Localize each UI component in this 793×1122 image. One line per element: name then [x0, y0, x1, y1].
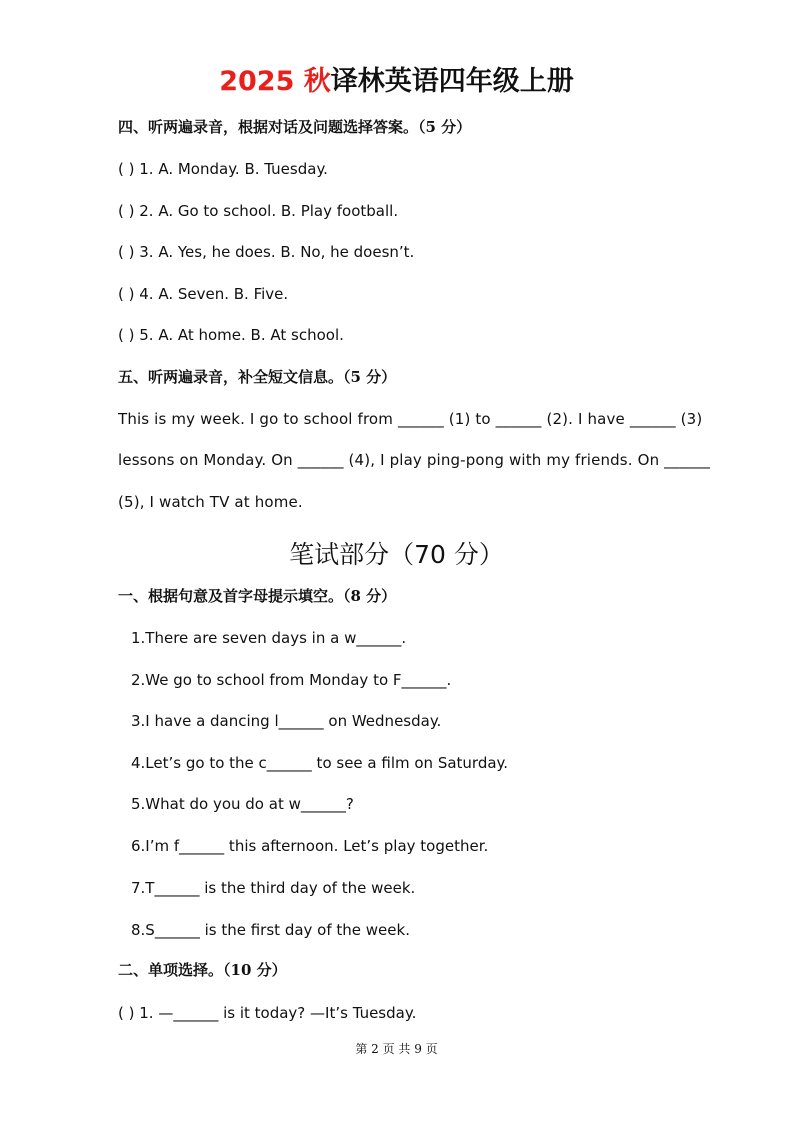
fill-item: 6.I’m f______ this afternoon. Let’s play together.: [131, 837, 489, 855]
fill-item: 7.T______ is the third day of the week.: [131, 879, 416, 897]
part1-heading: 一、根据句意及首字母提示填空。（8 分）: [118, 587, 397, 605]
fill-item: 5.What do you do at w______?: [131, 795, 354, 813]
question-item: ( ) 5. A. At home. B. At school.: [118, 326, 344, 344]
fill-item: 4.Let’s go to the c______ to see a film on Saturday.: [131, 754, 509, 772]
question-item: ( ) 2. A. Go to school. B. Play football.: [118, 202, 399, 220]
part2-heading: 二、单项选择。（10 分）: [118, 961, 287, 979]
question-item: ( ) 3. A. Yes, he does. B. No, he doesn’t.: [118, 243, 415, 261]
fill-item: 2.We go to school from Monday to F______.: [131, 671, 452, 689]
written-part-heading: 笔试部分（70 分）: [289, 540, 504, 569]
fill-item: 3.I have a dancing l______ on Wednesday.: [131, 712, 442, 730]
passage-line: (5), I watch TV at home.: [118, 493, 303, 511]
page-title: [0, 62, 793, 102]
passage-line: This is my week. I go to school from ______ (1) to ______ (2). I have ______ (3): [118, 410, 703, 428]
section4-heading: 四、听两遍录音，根据对话及问题选择答案。（5 分）: [118, 118, 472, 136]
question-item: ( ) 4. A. Seven. B. Five.: [118, 285, 289, 303]
question-item: ( ) 1. —______ is it today? —It’s Tuesday.: [118, 1004, 417, 1022]
fill-item: 8.S______ is the first day of the week.: [131, 921, 410, 939]
section5-heading: 五、听两遍录音，补全短文信息。（5 分）: [118, 368, 397, 386]
page-footer: 第 2 页 共 9 页: [355, 1042, 438, 1056]
question-item: ( ) 1. A. Monday. B. Tuesday.: [118, 160, 328, 178]
fill-item: 1.There are seven days in a w______.: [131, 629, 407, 647]
title-year: 2025 秋: [219, 66, 331, 97]
title-text: 译林英语四年级上册: [330, 66, 574, 97]
passage-line: lessons on Monday. On ______ (4), I play ping-pong with my friends. On ______: [118, 451, 711, 469]
